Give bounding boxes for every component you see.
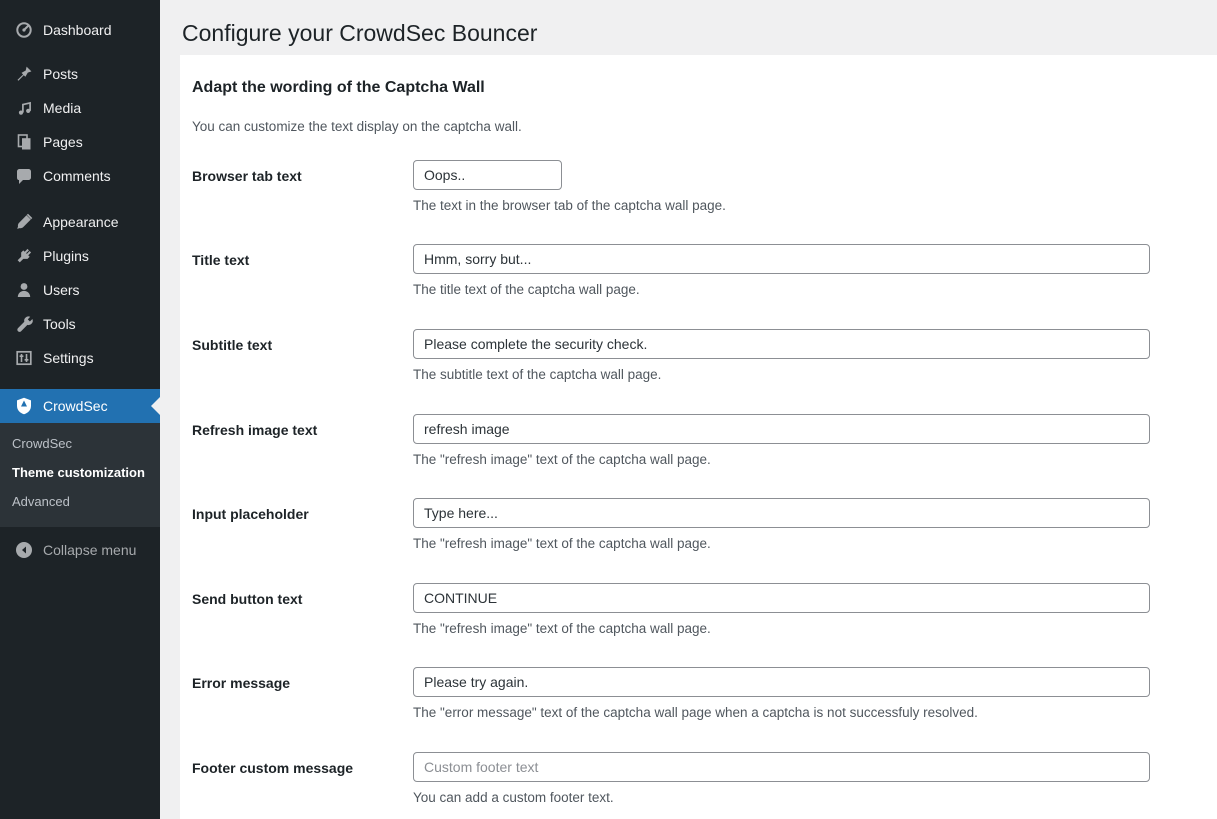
submenu-item-crowdsec[interactable]: CrowdSec: [12, 436, 72, 451]
input-placeholder-input[interactable]: [413, 498, 1150, 528]
collapse-menu-label: Collapse menu: [43, 541, 137, 558]
admin-menu: [0, 0, 160, 423]
submenu-item-theme-customization[interactable]: Theme customization: [12, 464, 145, 480]
form-row-title-text: [192, 244, 1177, 300]
form-row-browser-tab-text: [192, 160, 1177, 216]
sidebar-item-plugins[interactable]: [0, 239, 160, 273]
field-label: Title text: [192, 252, 250, 269]
submenu-item-advanced[interactable]: Advanced: [12, 493, 70, 509]
title-text-input[interactable]: [413, 244, 1150, 274]
gauge-icon: [14, 20, 34, 40]
field-label: Browser tab text: [192, 167, 302, 184]
sidebar-item-label: Tools: [43, 316, 76, 332]
field-label: Subtitle text: [192, 337, 273, 354]
form-row-refresh-image-text: [192, 414, 1177, 470]
plug-icon: [14, 246, 34, 266]
main-content: [160, 0, 1217, 819]
form-row-subtitle-text: [192, 329, 1177, 385]
send-button-text-input[interactable]: [413, 583, 1150, 613]
form-row-input-placeholder: [192, 498, 1177, 554]
field-label: Input placeholder: [192, 506, 309, 523]
sidebar-item-appearance[interactable]: [0, 205, 160, 239]
subtitle-text-input[interactable]: [413, 329, 1150, 359]
field-description: The "refresh image" text of the captcha wall page.: [413, 536, 711, 552]
sidebar-item-users[interactable]: [0, 273, 160, 307]
field-label: Footer custom message: [192, 759, 354, 776]
admin-sidebar: [0, 0, 160, 819]
sidebar-item-crowdsec[interactable]: [0, 389, 160, 423]
sidebar-item-settings[interactable]: [0, 341, 160, 375]
settings-card: [180, 55, 1217, 819]
pushpin-icon: [14, 64, 34, 84]
title-bar: [160, 0, 1217, 55]
form-row-footer-custom-message: [192, 752, 1177, 808]
section-intro: You can customize the text display on the captcha wall.: [192, 119, 522, 134]
sidebar-item-media[interactable]: [0, 91, 160, 125]
section-heading: Adapt the wording of the Captcha Wall: [192, 79, 485, 96]
page-title: Configure your CrowdSec Bouncer: [182, 20, 538, 46]
sidebar-item-label: Posts: [43, 66, 79, 82]
error-message-input[interactable]: [413, 667, 1150, 697]
sidebar-item-comments[interactable]: [0, 159, 160, 193]
sidebar-item-label: Comments: [43, 168, 111, 184]
field-description: The title text of the captcha wall page.: [413, 282, 640, 298]
sidebar-item-pages[interactable]: [0, 125, 160, 159]
field-description: You can add a custom footer text.: [413, 789, 614, 805]
collapse-arrow-icon: [14, 540, 34, 560]
sidebar-item-label: Pages: [43, 134, 83, 150]
refresh-image-text-input[interactable]: [413, 414, 1150, 444]
sidebar-item-label: Dashboard: [43, 22, 112, 38]
active-menu-arrow: [151, 397, 160, 415]
field-description: The "refresh image" text of the captcha wall page.: [413, 451, 711, 467]
wrench-icon: [14, 314, 34, 334]
sidebar-item-label: CrowdSec: [43, 398, 108, 414]
sidebar-item-dashboard[interactable]: [0, 13, 160, 47]
footer-custom-message-input[interactable]: [413, 752, 1150, 782]
field-description: The subtitle text of the captcha wall page.: [413, 367, 662, 383]
sidebar-item-label: Settings: [43, 350, 94, 366]
sliders-icon: [14, 348, 34, 368]
collapse-menu-button[interactable]: [0, 536, 160, 564]
field-description: The text in the browser tab of the captcha wall page.: [413, 197, 726, 213]
shield-icon: [14, 396, 34, 416]
sidebar-item-label: Users: [43, 282, 80, 298]
form-row-error-message: [192, 667, 1177, 723]
user-icon: [14, 280, 34, 300]
field-label: Send button text: [192, 590, 303, 607]
pages-icon: [14, 132, 34, 152]
sidebar-item-tools[interactable]: [0, 307, 160, 341]
field-label: Error message: [192, 675, 291, 692]
form-row-send-button-text: [192, 583, 1177, 639]
comment-bubble-icon: [14, 166, 34, 186]
sidebar-item-posts[interactable]: [0, 57, 160, 91]
crowdsec-submenu: [0, 423, 160, 527]
sidebar-item-label: Plugins: [43, 248, 89, 264]
field-description: The "error message" text of the captcha wall page when a captcha is not successfuly resolved.: [413, 705, 978, 721]
browser-tab-text-input[interactable]: [413, 160, 562, 190]
paintbrush-icon: [14, 212, 34, 232]
sidebar-item-label: Media: [43, 100, 82, 116]
field-description: The "refresh image" text of the captcha wall page.: [413, 620, 711, 636]
sidebar-item-label: Appearance: [43, 214, 119, 230]
media-notes-icon: [14, 98, 34, 118]
field-label: Refresh image text: [192, 421, 318, 438]
